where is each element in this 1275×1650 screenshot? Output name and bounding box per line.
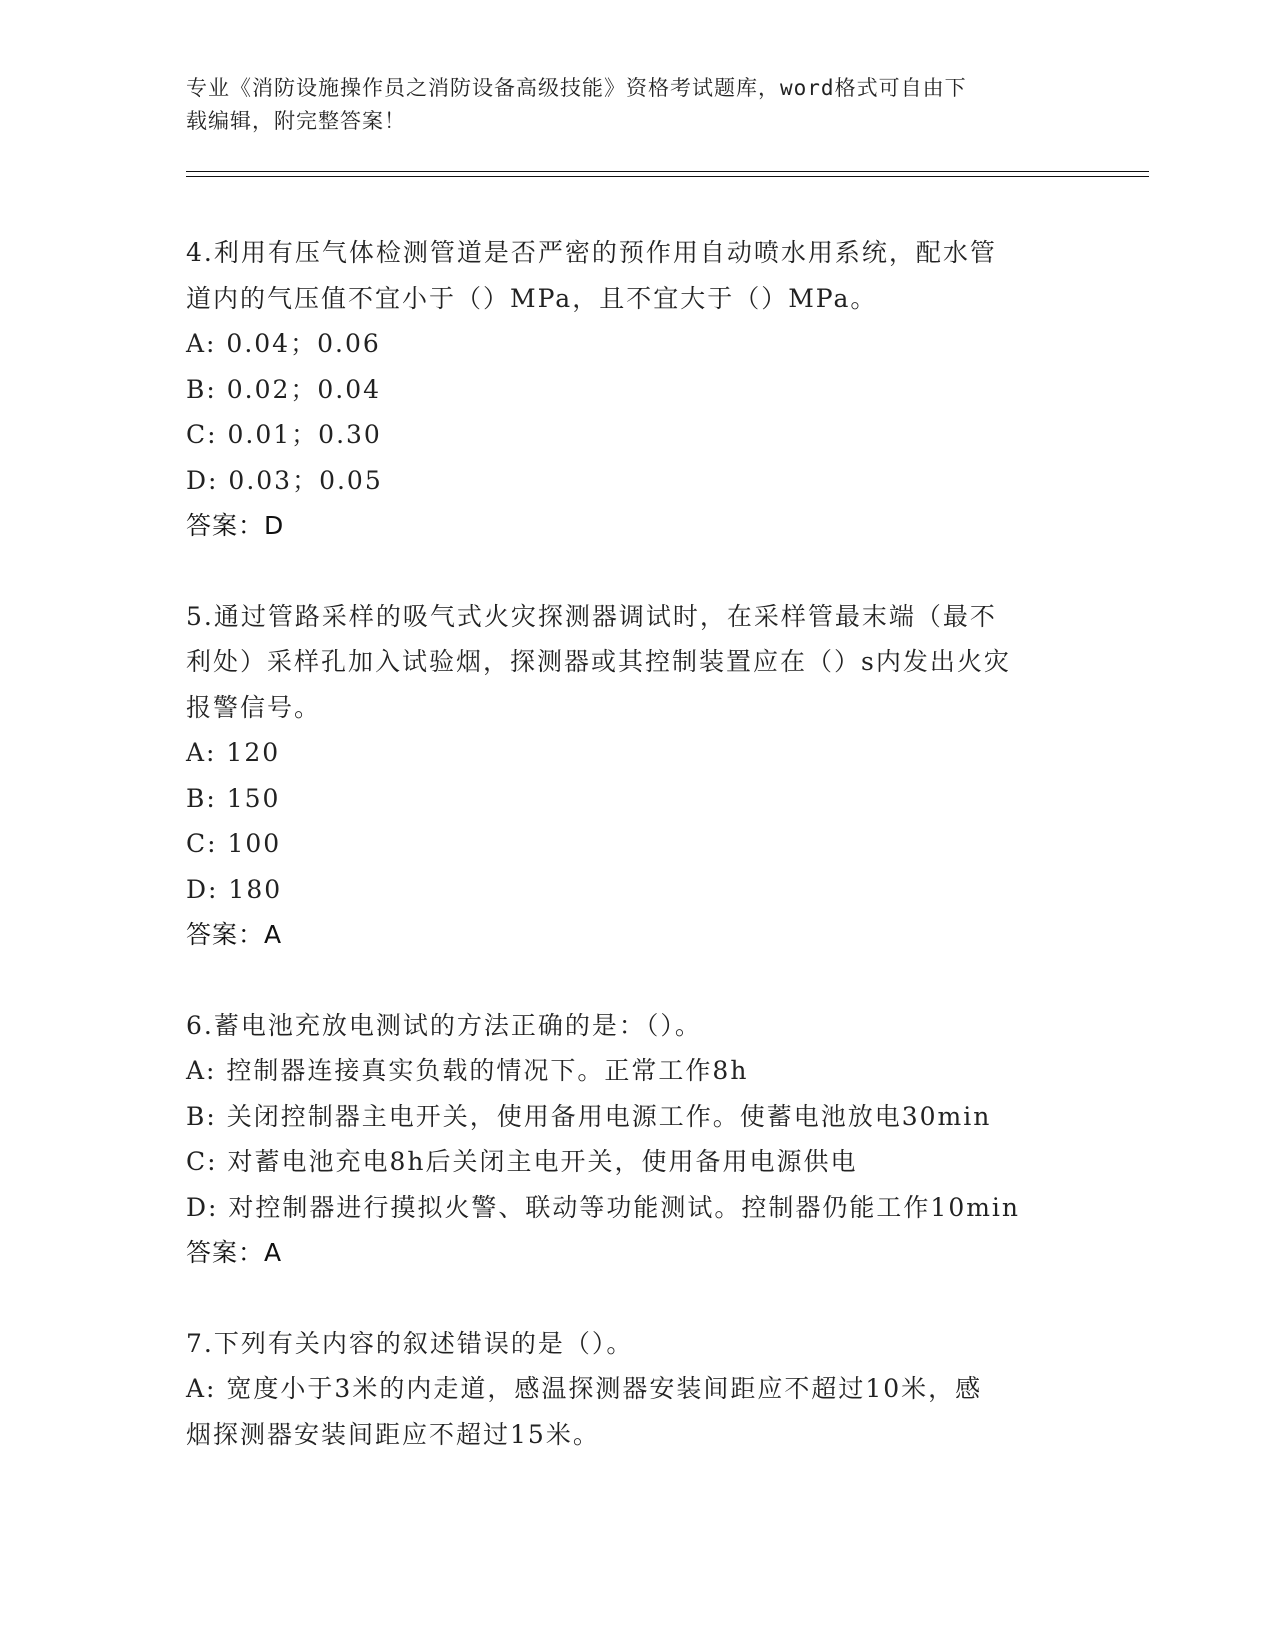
header-divider-top bbox=[186, 171, 1149, 172]
question-stem: 道内的气压值不宜小于（）MPa，且不宜大于（）MPa。 bbox=[186, 283, 878, 313]
question-item bbox=[186, 594, 1086, 958]
option-d: D: 0.03；0.05 bbox=[186, 465, 383, 495]
question-stem: 6.蓄电池充放电测试的方法正确的是：（）。 bbox=[186, 1010, 702, 1040]
question-stem: 报警信号。 bbox=[186, 692, 322, 722]
question-item bbox=[186, 1321, 1086, 1458]
header-line-1: 专业《消防设施操作员之消防设备高级技能》资格考试题库，word格式可自由下 bbox=[186, 76, 967, 100]
option-c: C: 100 bbox=[186, 829, 282, 858]
option-a: A: 宽度小于3米的内走道，感温探测器安装间距应不超过10米，感 bbox=[186, 1374, 983, 1403]
question-item bbox=[186, 1003, 1086, 1276]
question-stem: 利处）采样孔加入试验烟，探测器或其控制装置应在（）s内发出火灾 bbox=[186, 647, 1011, 676]
option-a: A: 0.04；0.06 bbox=[186, 329, 381, 358]
answer-line: 答案：A bbox=[186, 1238, 283, 1267]
option-b: B: 关闭控制器主电开关，使用备用电源工作。使蓄电池放电30min bbox=[186, 1101, 992, 1131]
option-c: C: 0.01；0.30 bbox=[186, 420, 382, 449]
option-a: A: 控制器连接真实负载的情况下。正常工作8h bbox=[186, 1056, 749, 1085]
answer-line: 答案：D bbox=[186, 511, 285, 540]
header-line-2: 载编辑，附完整答案！ bbox=[186, 109, 406, 133]
option-a-continued: 烟探测器安装间距应不超过15米。 bbox=[186, 1419, 600, 1449]
option-b: B: 0.02；0.04 bbox=[186, 374, 382, 404]
question-stem: 5.通过管路采样的吸气式火灾探测器调试时，在采样管最末端（最不 bbox=[186, 601, 997, 631]
option-b: B: 150 bbox=[186, 783, 281, 813]
question-stem: 7.下列有关内容的叙述错误的是（）。 bbox=[186, 1328, 634, 1358]
option-a: A: 120 bbox=[186, 738, 281, 767]
option-c: C: 对蓄电池充电8h后关闭主电开关，使用备用电源供电 bbox=[186, 1147, 858, 1176]
document-header bbox=[186, 72, 1066, 138]
header-divider-bottom bbox=[186, 176, 1149, 177]
option-d: D: 180 bbox=[186, 874, 283, 904]
answer-line: 答案：A bbox=[186, 920, 283, 949]
question-list bbox=[186, 230, 1086, 1502]
question-stem: 4.利用有压气体检测管道是否严密的预作用自动喷水用系统，配水管 bbox=[186, 238, 997, 267]
option-d: D: 对控制器进行摸拟火警、联动等功能测试。控制器仍能工作10min bbox=[186, 1192, 1021, 1222]
question-item bbox=[186, 230, 1086, 549]
